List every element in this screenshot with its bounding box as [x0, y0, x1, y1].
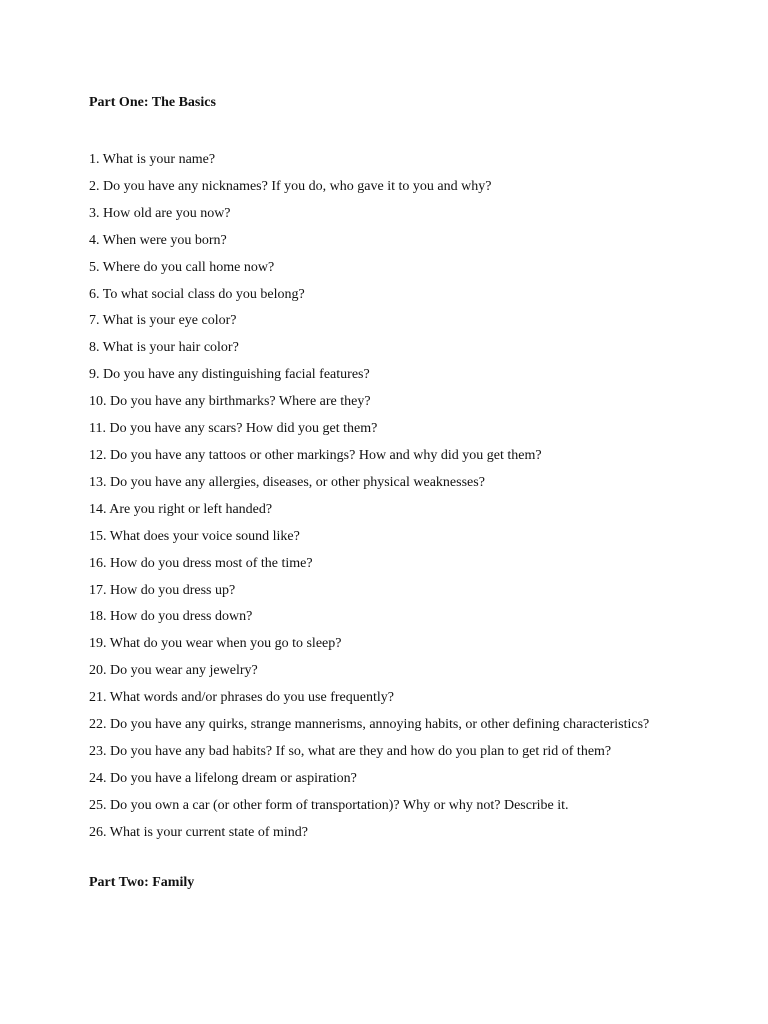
question-item: 21. What words and/or phrases do you use frequently?	[89, 690, 394, 706]
question-item: 9. Do you have any distinguishing facial features?	[89, 367, 370, 383]
question-item: 24. Do you have a lifelong dream or aspiration?	[89, 770, 357, 786]
question-item: 8. What is your hair color?	[89, 340, 239, 356]
question-item: 6. To what social class do you belong?	[89, 286, 305, 302]
question-item: 26. What is your current state of mind?	[89, 824, 309, 840]
question-item: 17. How do you dress up?	[89, 582, 236, 598]
question-item: 5. Where do you call home now?	[89, 259, 275, 275]
question-item: 12. Do you have any tattoos or other markings? How and why did you get them?	[89, 447, 542, 463]
question-item: 11. Do you have any scars? How did you get them?	[89, 421, 378, 437]
part-two-heading: Part Two: Family	[89, 874, 195, 890]
question-item: 20. Do you wear any jewelry?	[89, 663, 258, 679]
question-item: 1. What is your name?	[89, 152, 216, 167]
question-item: 2. Do you have any nicknames? If you do, who gave it to you and why?	[89, 178, 492, 194]
question-item: 23. Do you have any bad habits? If so, what are they and how do you plan to get rid of them?	[89, 743, 612, 759]
question-item: 16. How do you dress most of the time?	[89, 555, 313, 571]
question-list	[89, 147, 689, 847]
question-item: 18. How do you dress down?	[89, 609, 253, 625]
question-item: 4. When were you born?	[89, 232, 227, 248]
question-item: 15. What does your voice sound like?	[89, 528, 300, 544]
document-content	[89, 93, 689, 893]
question-item: 13. Do you have any allergies, diseases, or other physical weaknesses?	[89, 474, 485, 490]
question-item: 3. How old are you now?	[89, 205, 231, 221]
question-item: 19. What do you wear when you go to sleep?	[89, 636, 342, 652]
question-item: 14. Are you right or left handed?	[89, 501, 273, 517]
question-item: 22. Do you have any quirks, strange mannerisms, annoying habits, or other defining characteristics?	[89, 717, 650, 733]
part-one-heading: Part One: The Basics	[89, 95, 216, 110]
question-item: 7. What is your eye color?	[89, 313, 237, 329]
question-item: 10. Do you have any birthmarks? Where are they?	[89, 394, 371, 410]
question-item: 25. Do you own a car (or other form of transportation)? Why or why not? Describe it.	[89, 797, 569, 813]
